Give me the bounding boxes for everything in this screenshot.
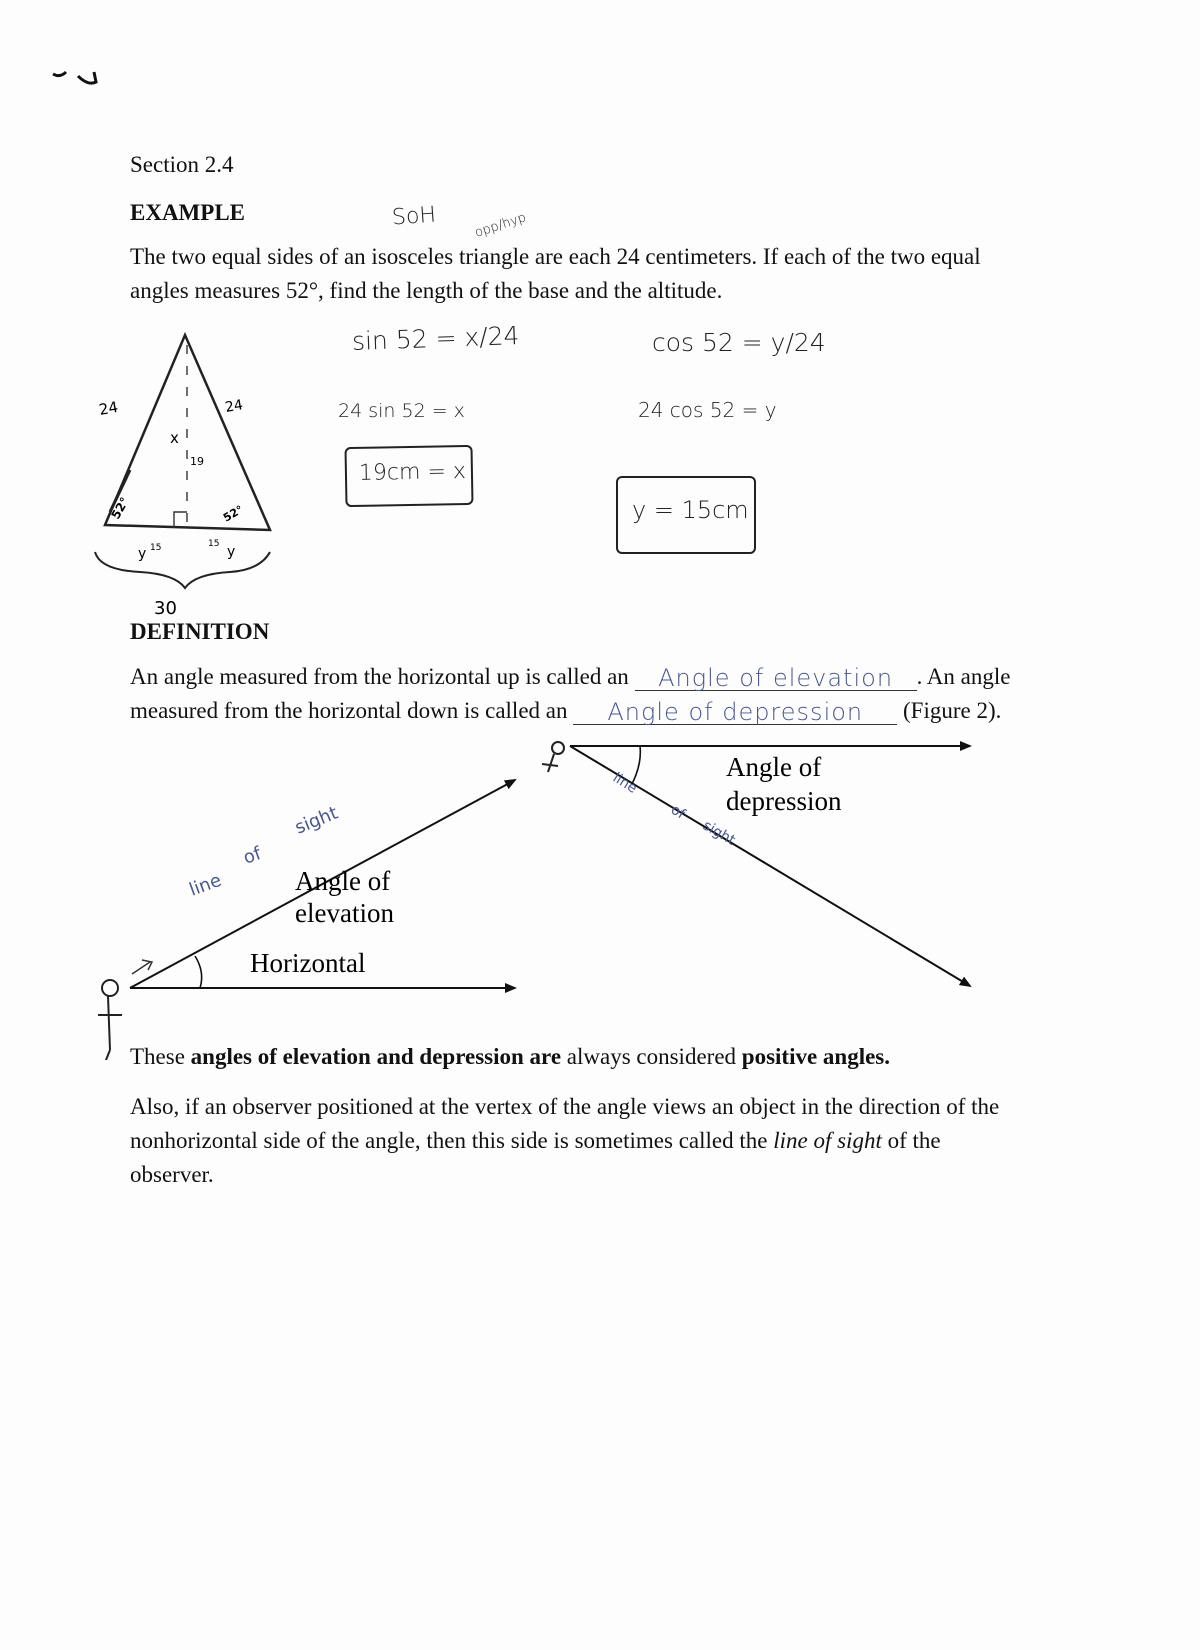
blank-angle-of-depression-answer: Angle of depression [607, 698, 864, 726]
line-of-sight-para-line2 [130, 1124, 941, 1157]
corner-scribble [48, 64, 108, 94]
problem-line-2: angles measures 52°, find the length of the base and the altitude. [130, 278, 723, 303]
angle-left-label: 52° [108, 494, 132, 522]
base-total-label: 30 [154, 598, 177, 619]
depression-angle-label-line1: Angle of [726, 752, 822, 782]
half-base-left-label: y [138, 546, 147, 562]
definition-line-2 [130, 694, 1001, 727]
positive-note-b: angles of elevation and depression are [190, 1044, 562, 1069]
work-cos-result-box [616, 476, 756, 554]
altitude-value-label: 19 [190, 455, 204, 468]
depression-angle-label-line2: depression [726, 786, 842, 816]
example-heading: EXAMPLE [130, 200, 245, 225]
figure-elevation-depression [80, 730, 1010, 1060]
right-angle-mark [174, 512, 187, 528]
half-base-right-label: y [227, 544, 236, 560]
definition-line-1 [130, 660, 1010, 693]
work-sin-step: 24 sin 52 = x [338, 400, 465, 422]
observer-figure-left [98, 980, 122, 1060]
definition-line1-end: . An angle [916, 664, 1011, 689]
observer-figure-right [542, 742, 564, 772]
positive-note-d: positive angles. [741, 1044, 891, 1069]
line-of-sight-para-line1: Also, if an observer positioned at the vertex of the angle views an object in the direction of the [130, 1094, 1000, 1119]
work-sin-result: 19cm = x [358, 459, 467, 486]
elevation-sight-arrow [132, 960, 152, 974]
positive-note-a: These [130, 1044, 191, 1069]
note-opp-hyp: opp/hyp [472, 210, 529, 241]
angle-right-label: 52° [221, 502, 246, 525]
elevation-angle-arc [195, 956, 202, 988]
work-cos-step: 24 cos 52 = y [638, 398, 777, 422]
isosceles-triangle-sketch [90, 320, 290, 620]
work-cos-equation: cos 52 = y/24 [652, 328, 826, 357]
work-sin-result-box [344, 445, 473, 507]
work-cos-result: y = 15cm [632, 496, 749, 524]
elevation-horizontal-label: Horizontal [250, 948, 366, 978]
half-base-left-value: 15 [150, 543, 162, 553]
depression-los-word-3: sight [700, 817, 738, 849]
side-left-label: 24 [97, 397, 120, 419]
side-right-label: 24 [223, 397, 245, 416]
definition-line2-end: (Figure 2). [903, 698, 1002, 723]
elevation-los-word-1: line [186, 869, 225, 901]
definition-line1-text: An angle measured from the horizontal up is called an [130, 664, 629, 689]
note-soh: SoH [391, 202, 437, 231]
base-brace [95, 552, 270, 588]
los-line2-a: nonhorizontal side of the angle, then this side is sometimes called the [130, 1128, 774, 1153]
definition-line2-text: measured from the horizontal down is called an [130, 698, 568, 723]
elevation-angle-label-line2: elevation [295, 898, 394, 928]
elevation-los-word-2: of [240, 843, 265, 869]
los-line2-c: of the [881, 1128, 941, 1153]
depression-los-word-2: of [667, 801, 688, 823]
blank-angle-of-elevation-answer: Angle of elevation [658, 664, 894, 692]
section-title: Section 2.4 [130, 152, 234, 177]
los-line2-b: line of sight [773, 1128, 882, 1153]
positive-angles-note [130, 1040, 890, 1073]
blank-angle-of-depression [573, 696, 897, 725]
line-of-sight-para-line3: observer. [130, 1162, 214, 1187]
elevation-angle-label-line1: Angle of [295, 866, 391, 896]
half-base-right-value: 15 [208, 539, 220, 549]
altitude-label: x [170, 429, 179, 447]
blank-angle-of-elevation [635, 662, 917, 691]
depression-los-word-1: line [609, 769, 640, 797]
definition-heading: DEFINITION [130, 619, 270, 644]
problem-line-1: The two equal sides of an isosceles triangle are each 24 centimeters. If each of the two equal [130, 244, 981, 269]
positive-note-c: always considered [561, 1044, 742, 1069]
elevation-los-word-3: sight [292, 802, 341, 839]
work-sin-equation: sin 52 = x/24 [351, 321, 520, 356]
